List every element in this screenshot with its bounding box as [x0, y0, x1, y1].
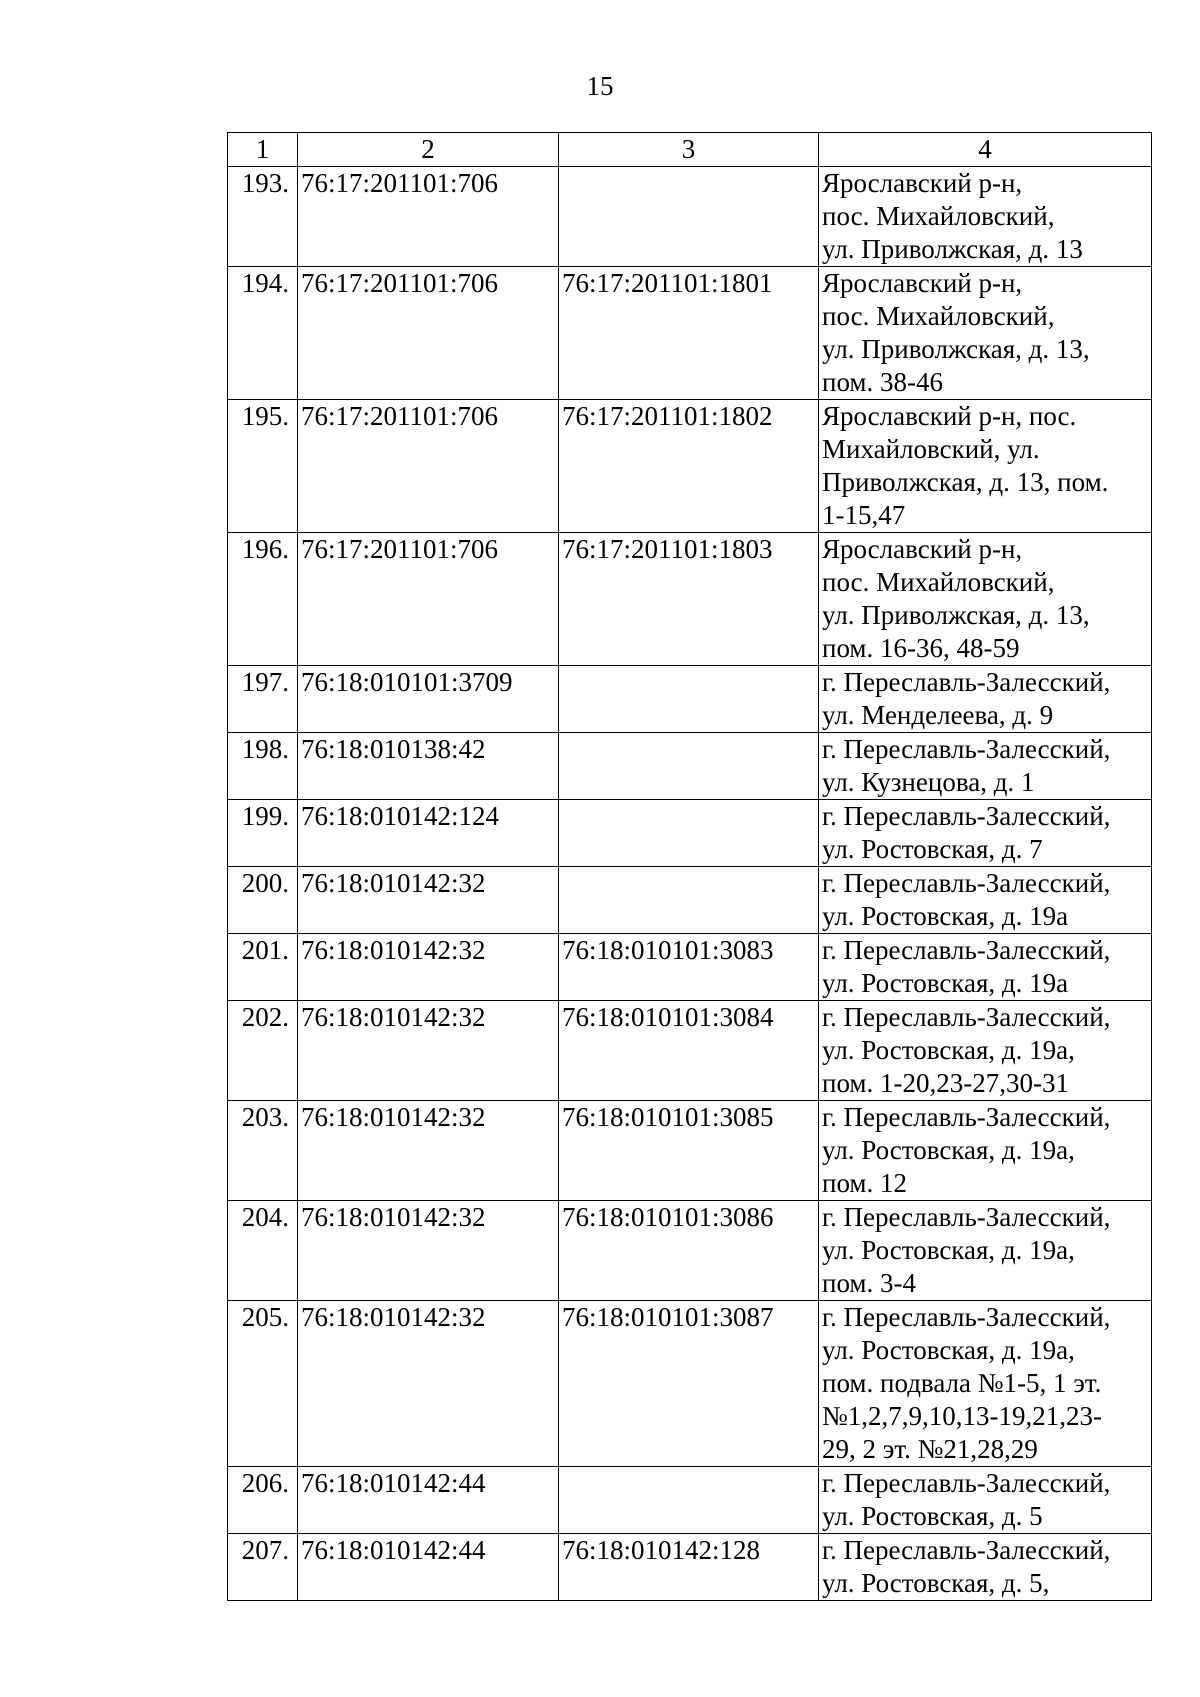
address-line: г. Переславль-Залесский,	[822, 1468, 1111, 1498]
column-header-1: 1	[228, 133, 298, 167]
sub-cadastral-number: 76:18:010101:3083	[559, 934, 819, 1001]
address-line: ул. Ростовская, д. 19а,	[822, 1135, 1075, 1165]
cadastral-number: 76:17:201101:706	[298, 167, 559, 267]
table-row	[228, 1534, 1152, 1601]
row-number: 201.	[228, 934, 298, 1001]
table-row	[228, 800, 1152, 867]
table-row	[228, 167, 1152, 267]
address-line: ул. Приволжская, д. 13,	[822, 600, 1090, 630]
cadastral-number: 76:17:201101:706	[298, 267, 559, 400]
address-line: г. Переславль-Залесский,	[822, 1302, 1111, 1332]
row-number: 199.	[228, 800, 298, 867]
row-number: 202.	[228, 1001, 298, 1101]
address-line: ул. Приволжская, д. 13	[822, 234, 1083, 264]
address-cell	[819, 800, 1152, 867]
table-row	[228, 400, 1152, 533]
row-number: 198.	[228, 733, 298, 800]
table-row	[228, 1101, 1152, 1201]
address-line: Приволжская, д. 13, пом.	[822, 467, 1109, 497]
address-line: Ярославский р-н,	[822, 168, 1023, 198]
address-line: ул. Менделеева, д. 9	[822, 700, 1054, 730]
cadastral-number: 76:18:010142:32	[298, 1301, 559, 1467]
cadastral-number: 76:18:010142:44	[298, 1467, 559, 1534]
address-cell	[819, 1301, 1152, 1467]
address-cell	[819, 1467, 1152, 1534]
sub-cadastral-number: 76:17:201101:1803	[559, 533, 819, 666]
sub-cadastral-number: 76:17:201101:1802	[559, 400, 819, 533]
table-row	[228, 533, 1152, 666]
address-line: ул. Ростовская, д. 7	[822, 834, 1043, 864]
cadastral-number: 76:18:010138:42	[298, 733, 559, 800]
table-row	[228, 733, 1152, 800]
address-line: пос. Михайловский,	[822, 201, 1055, 231]
address-line: ул. Ростовская, д. 19а,	[822, 1035, 1075, 1065]
address-cell	[819, 267, 1152, 400]
row-number: 196.	[228, 533, 298, 666]
address-line: пом. подвала №1-5, 1 эт.	[822, 1368, 1102, 1398]
cadastral-number: 76:17:201101:706	[298, 533, 559, 666]
address-cell	[819, 533, 1152, 666]
sub-cadastral-number	[559, 1467, 819, 1534]
table-row	[228, 934, 1152, 1001]
cadastral-number: 76:18:010142:32	[298, 867, 559, 934]
address-line: пом. 12	[822, 1168, 908, 1198]
cadastral-number: 76:18:010142:44	[298, 1534, 559, 1601]
address-cell	[819, 167, 1152, 267]
cadastral-number: 76:18:010142:124	[298, 800, 559, 867]
address-line: г. Переславль-Залесский,	[822, 801, 1111, 831]
row-number: 195.	[228, 400, 298, 533]
address-line: г. Переславль-Залесский,	[822, 1202, 1111, 1232]
row-number: 193.	[228, 167, 298, 267]
cadastral-number: 76:18:010142:32	[298, 1101, 559, 1201]
address-line: г. Переславль-Залесский,	[822, 1535, 1111, 1565]
address-line: г. Переславль-Залесский,	[822, 734, 1111, 764]
address-line: ул. Кузнецова, д. 1	[822, 767, 1035, 797]
sub-cadastral-number: 76:18:010101:3087	[559, 1301, 819, 1467]
row-number: 207.	[228, 1534, 298, 1601]
address-line: Ярославский р-н, пос.	[822, 401, 1077, 431]
row-number: 194.	[228, 267, 298, 400]
address-line: ул. Ростовская, д. 5	[822, 1501, 1043, 1531]
address-cell	[819, 934, 1152, 1001]
address-cell	[819, 867, 1152, 934]
cadastral-number: 76:18:010101:3709	[298, 666, 559, 733]
address-line: ул. Ростовская, д. 19а,	[822, 1335, 1075, 1365]
sub-cadastral-number	[559, 867, 819, 934]
row-number: 203.	[228, 1101, 298, 1201]
address-line: ул. Ростовская, д. 19а,	[822, 1235, 1075, 1265]
property-table	[227, 132, 1152, 1601]
row-number: 200.	[228, 867, 298, 934]
address-cell	[819, 666, 1152, 733]
address-line: ул. Ростовская, д. 19а	[822, 901, 1069, 931]
cadastral-number: 76:18:010142:32	[298, 1201, 559, 1301]
row-number: 197.	[228, 666, 298, 733]
address-cell	[819, 1534, 1152, 1601]
sub-cadastral-number: 76:18:010101:3086	[559, 1201, 819, 1301]
column-header-2: 2	[298, 133, 559, 167]
address-line: Ярославский р-н,	[822, 534, 1023, 564]
column-header-4: 4	[819, 133, 1152, 167]
sub-cadastral-number	[559, 733, 819, 800]
table-header-row	[228, 133, 1152, 167]
address-line: 29, 2 эт. №21,28,29	[822, 1434, 1038, 1464]
table-row	[228, 1001, 1152, 1101]
address-line: пос. Михайловский,	[822, 567, 1055, 597]
address-cell	[819, 733, 1152, 800]
address-cell	[819, 1101, 1152, 1201]
table-row	[228, 1467, 1152, 1534]
address-line: Ярославский р-н,	[822, 268, 1023, 298]
table-row	[228, 666, 1152, 733]
cadastral-number: 76:17:201101:706	[298, 400, 559, 533]
address-line: 1-15,47	[822, 500, 906, 530]
address-line: г. Переславль-Залесский,	[822, 868, 1111, 898]
cadastral-number: 76:18:010142:32	[298, 1001, 559, 1101]
address-line: ул. Ростовская, д. 5,	[822, 1568, 1050, 1598]
sub-cadastral-number	[559, 666, 819, 733]
cadastral-number: 76:18:010142:32	[298, 934, 559, 1001]
address-line: пом. 38-46	[822, 367, 944, 397]
sub-cadastral-number: 76:18:010101:3085	[559, 1101, 819, 1201]
address-line: №1,2,7,9,10,13-19,21,23-	[822, 1401, 1102, 1431]
row-number: 205.	[228, 1301, 298, 1467]
address-line: пом. 16-36, 48-59	[822, 633, 1020, 663]
sub-cadastral-number: 76:18:010101:3084	[559, 1001, 819, 1101]
address-line: г. Переславль-Залесский,	[822, 1102, 1111, 1132]
address-line: г. Переславль-Залесский,	[822, 935, 1111, 965]
address-line: г. Переславль-Залесский,	[822, 667, 1111, 697]
table-row	[228, 1201, 1152, 1301]
page-number: 15	[586, 71, 614, 101]
sub-cadastral-number	[559, 800, 819, 867]
table-row	[228, 867, 1152, 934]
address-line: г. Переславль-Залесский,	[822, 1002, 1111, 1032]
column-header-3: 3	[559, 133, 819, 167]
address-line: пос. Михайловский,	[822, 301, 1055, 331]
address-cell	[819, 1001, 1152, 1101]
table-row	[228, 267, 1152, 400]
table-row	[228, 1301, 1152, 1467]
sub-cadastral-number: 76:17:201101:1801	[559, 267, 819, 400]
address-line: Михайловский, ул.	[822, 434, 1040, 464]
address-cell	[819, 400, 1152, 533]
address-line: пом. 1-20,23-27,30-31	[822, 1068, 1069, 1098]
address-cell	[819, 1201, 1152, 1301]
address-line: ул. Ростовская, д. 19а	[822, 968, 1069, 998]
row-number: 204.	[228, 1201, 298, 1301]
address-line: пом. 3-4	[822, 1268, 917, 1298]
address-line: ул. Приволжская, д. 13,	[822, 334, 1090, 364]
sub-cadastral-number	[559, 167, 819, 267]
sub-cadastral-number: 76:18:010142:128	[559, 1534, 819, 1601]
row-number: 206.	[228, 1467, 298, 1534]
